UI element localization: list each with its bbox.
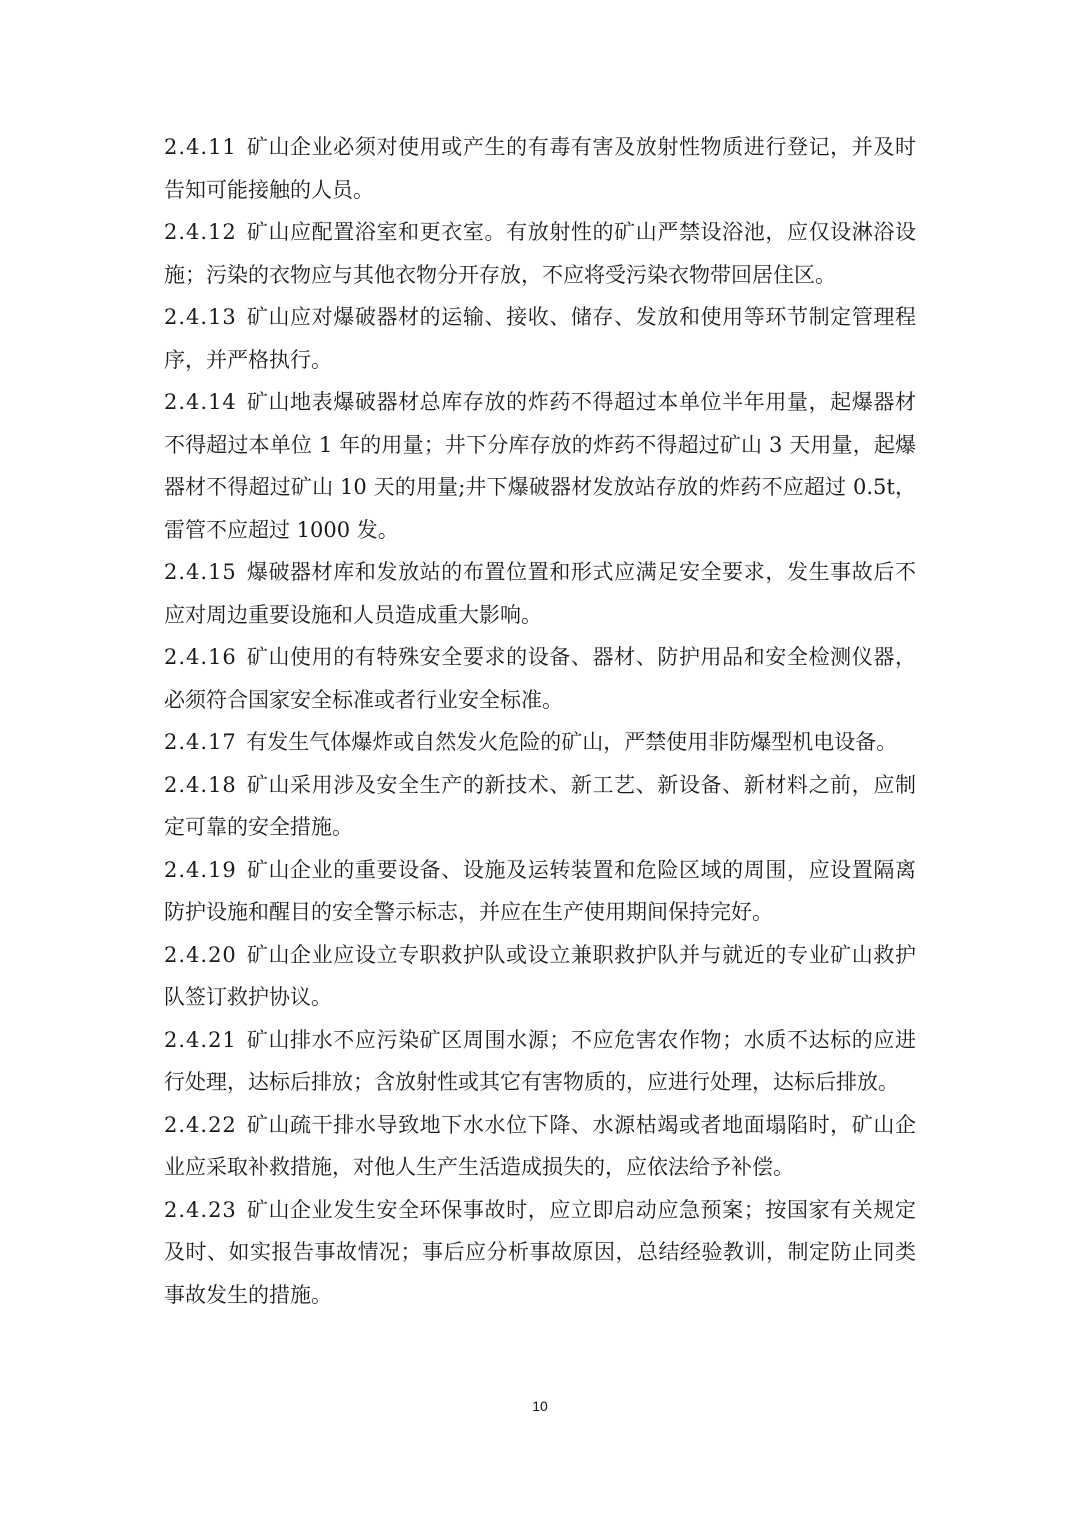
clause-number: 2.4.16 xyxy=(164,645,237,669)
clause-text: 有发生气体爆炸或自然发火危险的矿山，严禁使用非防爆型机电设备。 xyxy=(246,730,898,754)
clause-number: 2.4.17 xyxy=(164,730,237,754)
clause-2-4-11 xyxy=(164,126,916,211)
clause-number: 2.4.18 xyxy=(164,772,237,797)
clause-number: 2.4.14 xyxy=(164,390,237,414)
clause-number: 2.4.11 xyxy=(164,135,237,159)
clause-2-4-18 xyxy=(164,764,916,849)
clause-text: 矿山企业发生安全环保事故时，应立即启动应急预案；按国家有关规定及时、如实报告事故情况；事后应分析事故原因，总结经验教训，制定防止同类事故发生的措施。 xyxy=(164,1197,916,1307)
clause-text: 矿山企业应设立专职救护队或设立兼职救护队并与就近的专业矿山救护队签订救护协议。 xyxy=(164,942,916,1009)
clause-text: 矿山疏干排水导致地下水水位下降、水源枯竭或者地面塌陷时，矿山企业应采取补救措施，对他人生产生活造成损失的，应依法给予补偿。 xyxy=(164,1112,916,1179)
clause-2-4-16 xyxy=(164,636,916,721)
clause-text: 矿山应配置浴室和更衣室。有放射性的矿山严禁设浴池，应仅设淋浴设施；污染的衣物应与其他衣物分开存放，不应将受污染衣物带回居住区。 xyxy=(164,220,916,287)
clause-text: 矿山排水不应污染矿区周围水源；不应危害农作物；水质不达标的应进行处理，达标后排放；含放射性或其它有害物质的，应进行处理，达标后排放。 xyxy=(164,1027,916,1094)
page-number: 10 xyxy=(532,1398,548,1414)
clause-number: 2.4.23 xyxy=(164,1197,237,1222)
clause-2-4-13 xyxy=(164,296,916,381)
clause-number: 2.4.21 xyxy=(164,1027,237,1052)
clause-number: 2.4.15 xyxy=(164,560,237,584)
clause-2-4-20 xyxy=(164,934,916,1019)
clause-text: 矿山企业的重要设备、设施及运转装置和危险区域的周围，应设置隔离防护设施和醒目的安全警示标志，并应在生产使用期间保持完好。 xyxy=(164,857,916,924)
clause-2-4-22 xyxy=(164,1104,916,1189)
clause-text: 矿山采用涉及安全生产的新技术、新工艺、新设备、新材料之前，应制定可靠的安全措施。 xyxy=(164,772,916,839)
clause-number: 2.4.12 xyxy=(164,220,237,244)
clause-2-4-15 xyxy=(164,551,916,636)
clause-2-4-23 xyxy=(164,1189,916,1317)
clause-text: 矿山使用的有特殊安全要求的设备、器材、防护用品和安全检测仪器，必须符合国家安全标准或者行业安全标准。 xyxy=(164,645,916,712)
document-body xyxy=(164,126,916,1316)
clause-number: 2.4.19 xyxy=(164,857,237,882)
clause-2-4-19 xyxy=(164,849,916,934)
clause-2-4-14 xyxy=(164,381,916,551)
clause-text: 爆破器材库和发放站的布置位置和形式应满足安全要求，发生事故后不应对周边重要设施和人员造成重大影响。 xyxy=(164,560,916,627)
clause-2-4-12 xyxy=(164,211,916,296)
clause-text: 矿山应对爆破器材的运输、接收、储存、发放和使用等环节制定管理程序，并严格执行。 xyxy=(164,305,916,372)
clause-2-4-17 xyxy=(164,721,916,764)
clause-number: 2.4.22 xyxy=(164,1112,237,1137)
clause-number: 2.4.20 xyxy=(164,942,237,967)
clause-text: 矿山地表爆破器材总库存放的炸药不得超过本单位半年用量，起爆器材不得超过本单位 1 年的用量；井下分库存放的炸药不得超过矿山 3 天用量，起爆器材不得超过矿山 10 天的用量;井下爆破器材发放站存放的炸药不应超过 0.5t，雷管不应超过 1000 发。 xyxy=(164,390,916,542)
clause-2-4-21 xyxy=(164,1019,916,1104)
clause-text: 矿山企业必须对使用或产生的有毒有害及放射性物质进行登记，并及时告知可能接触的人员。 xyxy=(164,135,916,202)
clause-number: 2.4.13 xyxy=(164,305,237,329)
